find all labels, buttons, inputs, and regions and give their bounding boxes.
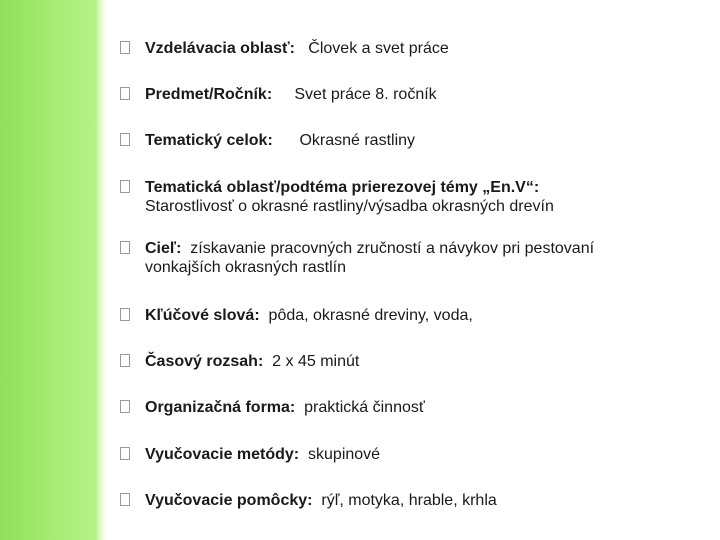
left-accent-band-edge	[97, 0, 106, 540]
square-bullet-icon	[120, 133, 130, 146]
item-label: Vyučovacie metódy:	[145, 446, 300, 463]
item-label: Organizačná forma:	[145, 399, 296, 416]
item-label: Kľúčové slová:	[145, 307, 260, 324]
item-label: Vyučovacie pomôcky:	[145, 492, 313, 509]
list-item-teaching-methods	[120, 445, 700, 464]
list-item-time-range	[120, 352, 700, 371]
list-item-teaching-aids	[120, 491, 700, 510]
list-item-thematic-unit	[120, 131, 700, 150]
left-accent-band	[0, 0, 97, 540]
square-bullet-icon	[120, 41, 130, 54]
square-bullet-icon	[120, 354, 130, 367]
square-bullet-icon	[120, 180, 130, 193]
square-bullet-icon	[120, 400, 130, 413]
item-value: rýľ, motyka, hrable, krhla	[321, 492, 497, 509]
square-bullet-icon	[120, 87, 130, 100]
square-bullet-icon	[120, 493, 130, 506]
square-bullet-icon	[120, 241, 130, 254]
item-label: Cieľ:	[145, 240, 182, 257]
item-value: Okrasné rastliny	[299, 132, 416, 149]
item-label: Vzdelávacia oblasť:	[145, 40, 295, 57]
list-item-subject-grade	[120, 85, 700, 104]
item-value: praktická činnosť	[304, 399, 425, 416]
item-value: skupinové	[308, 446, 381, 463]
item-label: Tematická oblasť/podtéma prierezovej témy „En.V“:	[145, 179, 540, 196]
list-item-thematic-area	[120, 178, 700, 216]
item-continuation: vonkajších okrasných rastlín	[145, 259, 346, 276]
item-label: Tematický celok:	[145, 132, 273, 149]
item-value: Človek a svet práce	[308, 40, 449, 57]
list-item-goal	[120, 239, 700, 277]
item-value: Svet práce 8. ročník	[294, 86, 437, 103]
list-item-keywords	[120, 306, 700, 325]
item-label: Časový rozsah:	[145, 353, 264, 370]
item-value: 2 x 45 minút	[272, 353, 360, 370]
item-continuation: Starostlivosť o okrasné rastliny/výsadba okrasných drevín	[145, 198, 554, 215]
item-label: Predmet/Ročník:	[145, 86, 273, 103]
list-item-organization-form	[120, 398, 700, 417]
item-value: pôda, okrasné dreviny, voda,	[268, 307, 473, 324]
square-bullet-icon	[120, 447, 130, 460]
square-bullet-icon	[120, 308, 130, 321]
list-item-subject-area	[120, 39, 700, 58]
item-value: získavanie pracovných zručností a návykov pri pestovaní	[190, 240, 595, 257]
